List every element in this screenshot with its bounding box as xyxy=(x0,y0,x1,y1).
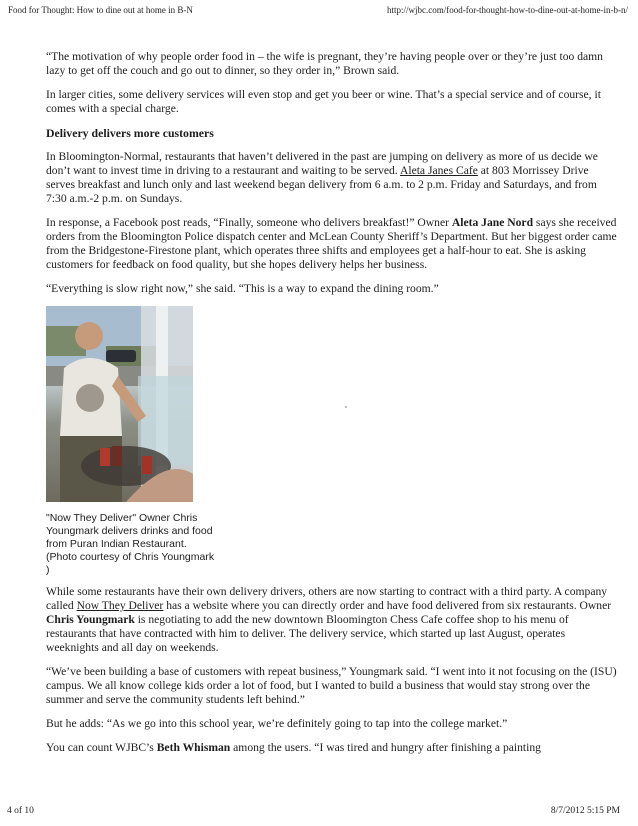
paragraph-quote-slow: “Everything is slow right now,” she said. “This is a way to expand the dining room.” xyxy=(46,282,439,295)
page-header-title: Food for Thought: How to dine out at home in B-N xyxy=(8,5,193,15)
paragraph-wjbc-users: You can count WJBC’s Beth Whisman among the users. “I was tired and hungry after finishing a painting xyxy=(46,741,541,754)
section-heading: Delivery delivers more customers xyxy=(46,126,214,140)
paragraph-building-base: “We’ve been building a base of customers with repeat business,” Youngmark said. “I went into it not focusing on the (ISU) campus. We all know college kids order a lot of food, but I wanted to build a business that would stay strong over the summer and serve the community students left behind.” xyxy=(46,665,617,706)
page-header-url: http://wjbc.com/food-for-thought-how-to-dine-out-at-home-in-b-n/ xyxy=(386,5,628,15)
page-footer-page-number: 4 of 10 xyxy=(7,806,34,816)
delivery-photo xyxy=(46,306,193,502)
paragraph-third-party: While some restaurants have their own delivery drivers, others are now starting to contract with a third party. A company called Now They Deliver has a website where you can directly order and have food delivered from six restaurants. Owner Chris Youngmark is negotiating to add the new downtown Bloomington Chess Cafe coffee shop to his menu of restaurants that have contracted with him to deliver. The delivery service, which started up last August, operates weeknights and all day on weekends. xyxy=(46,585,612,654)
scan-speck xyxy=(345,406,347,408)
paragraph-larger-cities: In larger cities, some delivery services will even stop and get you beer or wine. That’s a special service and of course, it comes with a special charge. xyxy=(46,88,601,115)
paragraph-motivation: “The motivation of why people order food in – the wife is pregnant, they’re having people over or they’re just too damn lazy to get off the couch and go out to dinner, so they order in,” Brown said. xyxy=(46,50,603,77)
owner-chris-name: Chris Youngmark xyxy=(46,613,135,626)
owner-name: Aleta Jane Nord xyxy=(451,216,534,229)
paragraph-college-market: But he adds: “As we go into this school year, we’re definitely going to tap into the college market.” xyxy=(46,717,508,730)
aleta-janes-cafe-link[interactable]: Aleta Janes Cafe xyxy=(399,164,478,177)
photo-caption: "Now They Deliver" Owner Chris Youngmark delivers drinks and food from Puran Indian Restaurant. (Photo courtesy of Chris Youngmark ) xyxy=(46,512,215,576)
beth-whisman-name: Beth Whisman xyxy=(156,741,231,754)
article-body xyxy=(46,50,618,765)
paragraph-bloomington-normal: In Bloomington-Normal, restaurants that haven’t delivered in the past are jumping on delivery as more of us decide we don’t want to invest time in driving to a restaurant and waiting to be served. Aleta Janes Cafe at 803 Morrissey Drive serves breakfast and lunch only and last weekend began delivery from 6 a.m. to 2 p.m. Friday and Saturdays, and from 7:30 a.m.-2 p.m. on Sundays. xyxy=(46,150,598,205)
now-they-deliver-link[interactable]: Now They Deliver xyxy=(76,599,164,612)
paragraph-facebook-post: In response, a Facebook post reads, “Finally, someone who delivers breakfast!” Owner Aleta Jane Nord says she received orders from the Bloomington Police dispatch center and McLean County Sheriff’s Department. But her biggest order came from the Bridgestone-Firestone plant, which operates three shifts and employees get a half-hour to eat. She is asking customers for feedback on food quality, but she hopes delivery helps her business. xyxy=(46,216,617,271)
page-footer-datetime: 8/7/2012 5:15 PM xyxy=(550,806,620,816)
